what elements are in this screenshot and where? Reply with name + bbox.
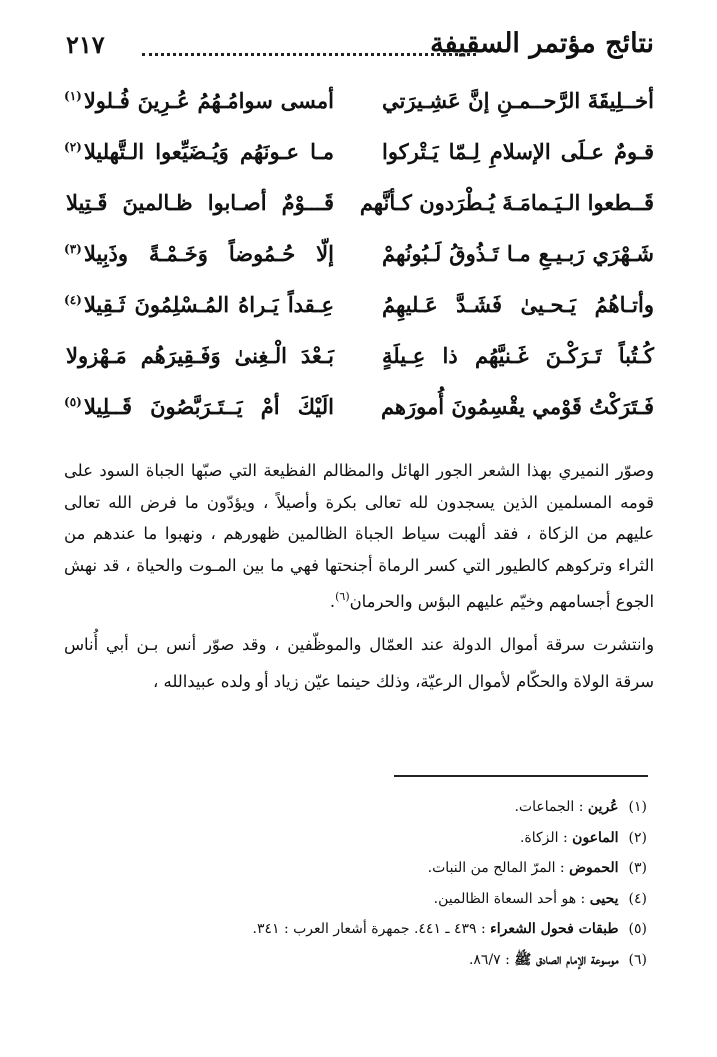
footnote [107,853,647,884]
verse-first-hemistich: وأتـاهُمُ يَـحـيىٰ فَشَـدَّ عَـليهِمُ [382,292,654,317]
footnote [107,823,647,854]
footnote [107,914,647,945]
footnote-marker: (٦) [335,590,350,604]
footnote-separator [394,775,648,777]
footnote-number: (٥) [628,921,647,937]
footnote [107,884,647,915]
footnote-marker: (٤) [64,293,82,307]
footnote-marker: (٢) [64,140,82,154]
poem-verse [64,386,654,437]
footnote [107,792,647,823]
footnote-number: (٣) [628,860,647,876]
verse-first-hemistich: قـومٌ عـلَى الإسلامِ لِـمّا يَـتْركوا [382,139,654,164]
footnote-number: (٤) [628,890,647,907]
poem-verse [64,284,654,335]
footnote-text: : ٨٦/٧. [468,951,510,968]
running-title: نتائج مؤتمر السقيفة [430,28,654,59]
footnote-term: طبقات فحول الشعراء [490,921,619,937]
verse-first-hemistich: فَـتَرَكْتُ قَوْمي يقْسِمُونَ أُمورَهم [380,394,654,419]
footnote [107,945,647,976]
poem-verse [64,80,654,131]
verse-second-hemistich: عِـقداً يَـراهُ المُـسْلِمُونَ ثَـقِيلا$^{(٤)}$ [64,292,334,317]
footnote-term: يحيى [589,890,619,907]
footnotes [107,792,647,975]
verse-second-hemistich: بَـعْدَ الْـغِنىٰ وَفَـقِيرَهُم مَـهْزولا [66,343,334,368]
verse-first-hemistich: أخــلِيقَةَ الرَّحــمـنِ إنَّ عَشِـيرَتي [382,88,654,113]
verse-second-hemistich: قَـــوْمٌ أصـابوا ظـالمينَ قَـتِيلا [66,190,334,215]
footnote-term: الحموض [569,860,619,876]
footnote-term: الماعون [572,829,619,846]
footnote-number: (١) [628,799,647,815]
page-number: ٢١٧ [66,30,105,59]
poem [64,80,654,437]
poem-verse [64,233,654,284]
footnote-number: (٢) [628,829,647,846]
footnote-marker: (١) [64,89,82,103]
footnote-text: : ٤٣٩ ـ ٤٤١. جمهرة أشعار العرب : ٣٤١. [252,921,486,937]
footnote-number: (٦) [628,951,647,968]
verse-first-hemistich: قَــطعوا الـيَـمامَـةَ يُـطْرَدون كـأنَّهم [359,190,654,215]
body-text [64,455,654,697]
poem-verse [64,182,654,233]
paragraph: وصوّر النميري بهذا الشعر الجور الهائل والمظالم الفظيعة التي صبّها الجباة السود على قومه المسلمين الذين يسجدون لله تعالى بكرة وأصيلاً ، ويؤدّون ما فرض الله تعالى عليهم من الزكاة ، فقد ألهبت سياط الجباة الظالمين ظهورهم ، ونهبوا ما عندهم من الثراء وتركوهم كالطيور التي كسر الرماة أجنحتها فهي ما بين المـوت والحياة ، قد نهش الجوع أجسامهم وخيّم عليهم البؤس والحرمان$^{(٦)}$. [64,461,654,612]
footnote-marker: (٥) [64,395,82,409]
footnote-text: : الزكاة. [519,829,568,846]
verse-first-hemistich: شَـهْرَي رَبـيـعِ مـا تَـذُوقُ لَـبُونُهمْ [382,241,654,266]
header-dotted-leader [142,53,476,56]
poem-verse [64,335,654,386]
verse-second-hemistich: الَيْكَ أمْ يَــتَـرَبَّصُونَ قَــلِيلا$^{(٥)}$ [64,394,334,419]
footnote-text: : هو أحد السعاة الظالمين. [433,890,586,907]
footnote-marker: (٣) [64,242,82,256]
verse-second-hemistich: مـا عـونَهُم وَيُـضَيِّعوا الـتَّهليلا$^{(٢)}$ [64,139,334,164]
verse-first-hemistich: كُـتُباً تَـرَكْـنَ غَـنيَّهُم ذا عِـيلَةٍ [382,343,654,368]
paragraph: وانتشرت سرقة أموال الدولة عند العمّال والموظّفين ، وقد صوّر أنس بـن أبي أُناس سرقة الولاة والحكّام لأموال الرعيّة، وذلك حينما عيّن زياد أو ولده عبيدالله ، [64,634,654,691]
verse-second-hemistich: إلّا حُـمُوضاً وَخَـمْـةً وذَبِيلا$^{(٣)}$ [64,241,334,266]
footnote-term: عُرين [587,799,619,815]
verse-second-hemistich: أمسى سوامُـهُمُ عُـرِينَ فُـلولا$^{(١)}$ [64,88,334,113]
poem-verse [64,131,654,182]
page-header [66,28,654,68]
footnote-text: : المرّ المالح من النبات. [427,860,565,876]
footnote-text: : الجماعات. [514,799,584,815]
footnote-term: موسوعة الإمام الصادق ﷺ [514,951,619,968]
